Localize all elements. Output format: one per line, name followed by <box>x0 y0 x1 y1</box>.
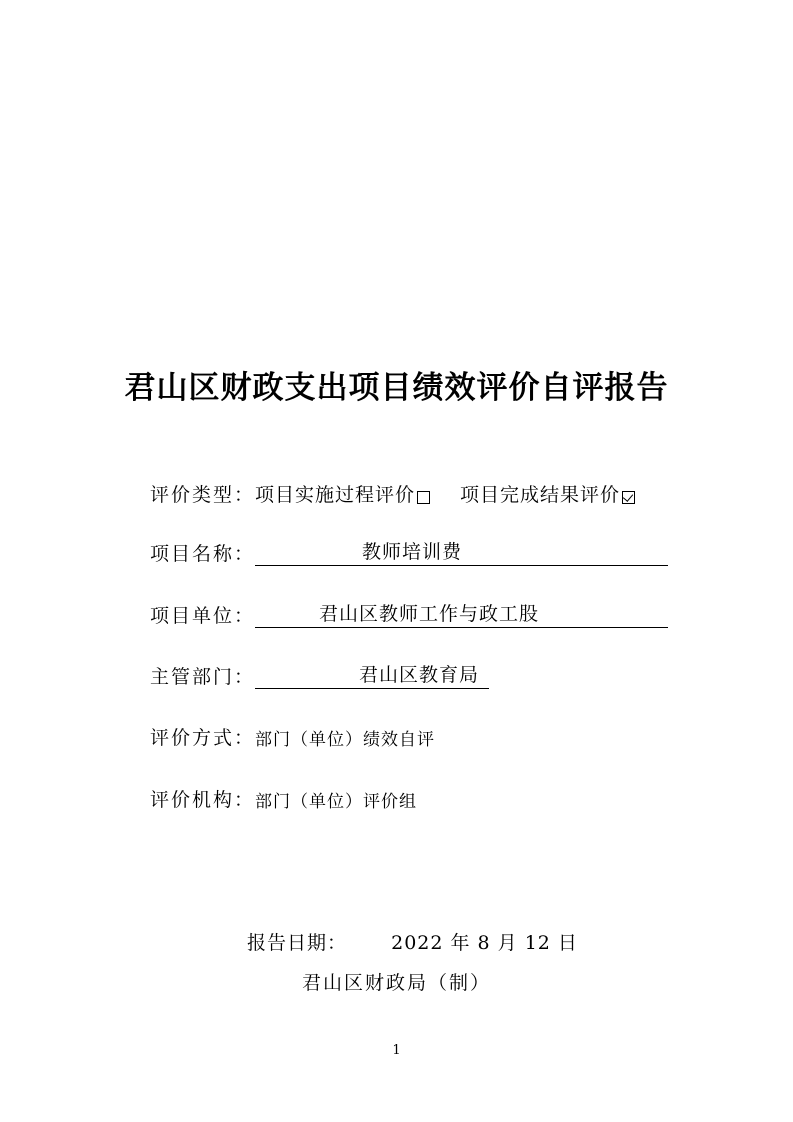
eval-method-label: 评价方式： <box>150 727 256 749</box>
eval-method-row <box>150 722 435 750</box>
project-name-underline <box>255 537 668 566</box>
project-name-value: 教师培训费 <box>362 541 463 563</box>
page-number: 1 <box>392 1043 401 1058</box>
checkbox-process-icon[interactable] <box>417 491 430 504</box>
supervisor-label: 主管部门： <box>150 666 256 688</box>
project-unit-value: 君山区教师工作与政工股 <box>319 603 540 625</box>
eval-org-row <box>150 784 417 812</box>
project-unit-label: 项目单位： <box>150 605 256 627</box>
eval-type-option-process: 项目实施过程评价 <box>255 484 416 506</box>
issuer-text: 君山区财政局（制） <box>301 972 491 994</box>
report-date-row <box>247 928 578 955</box>
eval-org-value: 部门（单位）评价组 <box>255 792 418 812</box>
eval-type-label: 评价类型： <box>150 484 256 506</box>
supervisor-value: 君山区教育局 <box>359 664 480 686</box>
eval-type-row <box>150 479 635 507</box>
checkbox-result-checked-icon[interactable] <box>622 491 635 504</box>
project-unit-row <box>150 600 668 628</box>
supervisor-row <box>150 661 489 689</box>
project-unit-underline <box>255 599 668 628</box>
eval-type-option-result: 项目完成结果评价 <box>460 484 621 506</box>
report-title: 君山区财政支出项目绩效评价自评报告 <box>124 370 669 406</box>
project-name-row <box>150 538 668 566</box>
report-date-value: 2022 年 8 月 12 日 <box>391 932 578 954</box>
eval-method-value: 部门（单位）绩效自评 <box>255 730 436 750</box>
eval-org-label: 评价机构： <box>150 789 256 811</box>
supervisor-underline <box>255 660 489 689</box>
project-name-label: 项目名称： <box>150 543 256 565</box>
report-date-label: 报告日期： <box>247 932 348 954</box>
